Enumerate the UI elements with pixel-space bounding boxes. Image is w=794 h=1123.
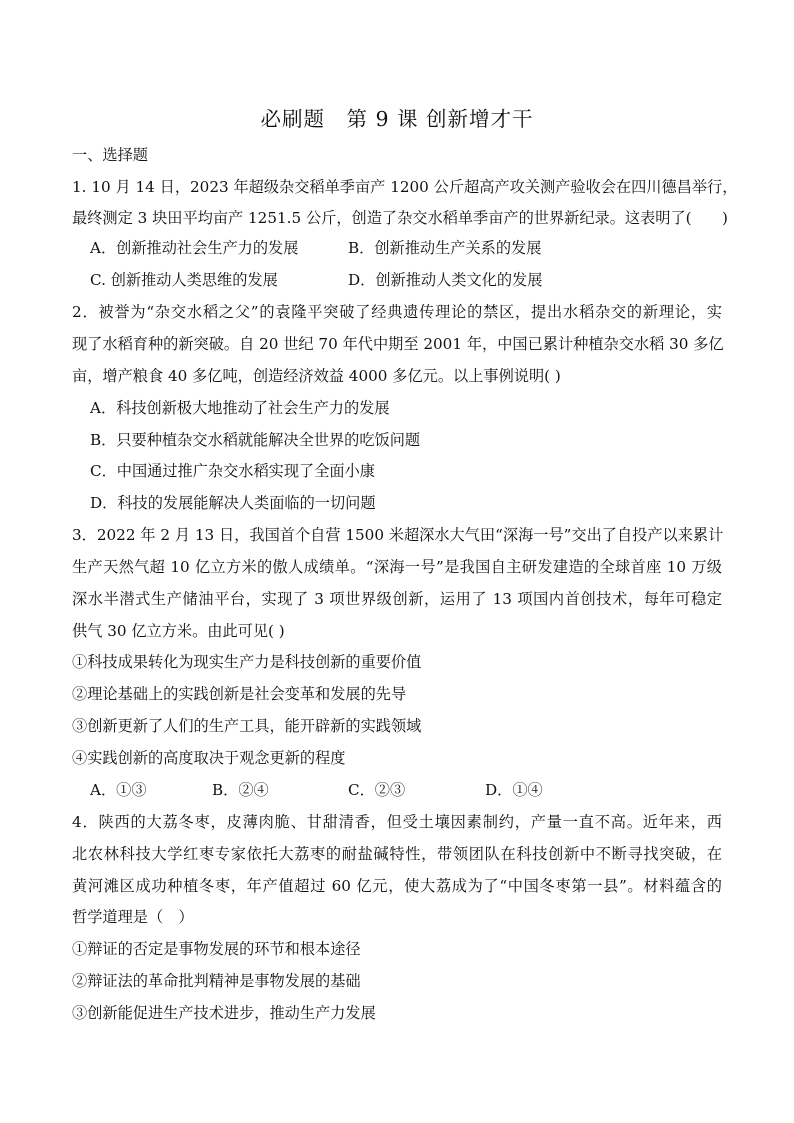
q2-option-a: A．科技创新极大地推动了社会生产力的发展 <box>90 399 390 417</box>
q3-option-c: C．②③ <box>348 781 406 799</box>
q3-option-d: D．①④ <box>485 781 543 799</box>
q2-stem-line-2: 现了水稻育种的新突破。自 20 世纪 70 年代中期至 2001 年，中国已累计种植杂交水稻 30 多亿 <box>72 335 724 353</box>
q3-option-b: B．②④ <box>212 781 269 799</box>
q2-stem-line-1: 2．被誉为“杂交水稻之父”的袁隆平突破了经典遗传理论的禁区，提出水稻杂交的新理论，实 <box>72 303 722 321</box>
q3-statement-3: ③创新更新了人们的生产工具，能开辟新的实践领域 <box>72 717 422 735</box>
q2-stem-line-3: 亩，增产粮食 40 多亿吨，创造经济效益 4000 多亿元。以上事例说明( ) <box>72 367 561 385</box>
q1-option-b: B．创新推动生产关系的发展 <box>348 239 542 257</box>
q4-statement-2: ②辩证法的革命批判精神是事物发展的基础 <box>72 972 361 990</box>
q3-statement-1: ①科技成果转化为现实生产力是科技创新的重要价值 <box>72 653 422 671</box>
q1-stem-line-2: 最终测定 3 块田平均亩产 1251.5 公斤，创造了杂交水稻单季亩产的世界新纪录。这表明了( ) <box>72 209 728 227</box>
q4-stem-line-3: 黄河滩区成功种植冬枣，年产值超过 60 亿元，使大荔成为了“中国冬枣第一县”。材料蕴含的 <box>72 877 722 895</box>
q3-stem-line-2: 生产天然气超 10 亿立方米的傲人成绩单。“深海一号”是我国自主研发建造的全球首座 10 万级 <box>72 558 722 576</box>
q3-stem-line-4: 供气 30 亿立方米。由此可见( ) <box>72 622 285 640</box>
page-title: 必刷题 第 9 课 创新增才干 <box>260 107 534 131</box>
q2-option-d: D．科技的发展能解决人类面临的一切问题 <box>90 494 376 512</box>
q3-statement-4: ④实践创新的高度取决于观念更新的程度 <box>72 749 346 767</box>
q2-option-c: C．中国通过推广杂交水稻实现了全面小康 <box>90 462 375 480</box>
q3-statement-2: ②理论基础上的实践创新是社会变革和发展的先导 <box>72 685 407 703</box>
q3-stem-line-3: 深水半潜式生产储油平台，实现了 3 项世界级创新，运用了 13 项国内首创技术，每年可稳定 <box>72 590 722 608</box>
q4-stem-line-4: 哲学道理是（ ） <box>72 908 194 926</box>
q1-option-c: C. 创新推动人类思维的发展 <box>90 271 278 289</box>
q1-option-d: D．创新推动人类文化的发展 <box>348 271 543 289</box>
q3-option-a: A．①③ <box>90 781 147 799</box>
q4-statement-3: ③创新能促进生产技术进步，推动生产力发展 <box>72 1004 376 1022</box>
q4-statement-1: ①辩证的否定是事物发展的环节和根本途径 <box>72 940 361 958</box>
q4-stem-line-1: 4．陕西的大荔冬枣，皮薄肉脆、甘甜清香，但受土壤因素制约，产量一直不高。近年来，西 <box>72 813 722 831</box>
q3-stem-line-1: 3．2022 年 2 月 13 日，我国首个自营 1500 米超深水大气田“深海一号”交出了自投产以来累计 <box>72 526 724 544</box>
q1-option-a: A．创新推动社会生产力的发展 <box>90 239 299 257</box>
q4-stem-line-2: 北农林科技大学红枣专家依托大荔枣的耐盐碱特性，带领团队在科技创新中不断寻找突破，在 <box>72 845 722 863</box>
q2-option-b: B．只要种植杂交水稻就能解决全世界的吃饭问题 <box>90 431 421 449</box>
section-heading: 一、选择题 <box>72 146 148 164</box>
q1-stem-line-1: 1. 10 月 14 日，2023 年超级杂交稻单季亩产 1200 公斤超高产攻关测产验收会在四川德昌举行， <box>72 178 738 196</box>
